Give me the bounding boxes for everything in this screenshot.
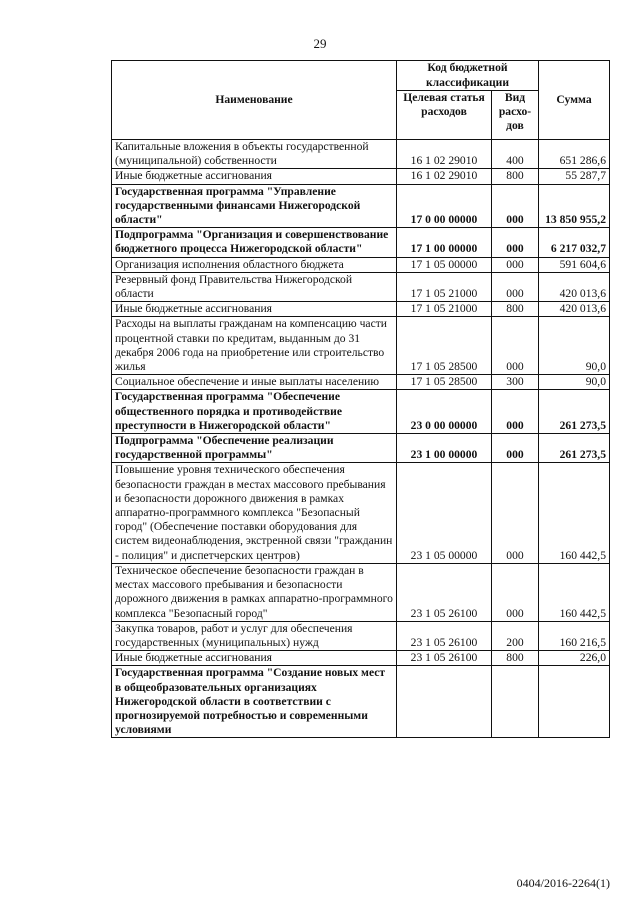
row-amount: 261 273,5 xyxy=(539,434,610,463)
row-target-article: 23 1 05 26100 xyxy=(397,621,492,650)
row-expense-type: 000 xyxy=(492,317,539,375)
table-row xyxy=(112,651,610,666)
table-row xyxy=(112,463,610,563)
row-expense-type: 000 xyxy=(492,390,539,434)
row-amount: 160 216,5 xyxy=(539,621,610,650)
table-row xyxy=(112,169,610,184)
row-target-article: 23 1 05 26100 xyxy=(397,563,492,621)
row-expense-type: 400 xyxy=(492,140,539,169)
row-name: Подпрограмма "Обеспечение реализации государственной программы" xyxy=(112,434,397,463)
table-header xyxy=(112,61,610,140)
row-name: Государственная программа "Управление государственными финансами Нижегородской области" xyxy=(112,184,397,228)
row-target-article: 16 1 02 29010 xyxy=(397,169,492,184)
table-row xyxy=(112,140,610,169)
row-target-article: 17 1 05 00000 xyxy=(397,257,492,272)
row-amount: 90,0 xyxy=(539,375,610,390)
row-name: Социальное обеспечение и иные выплаты населению xyxy=(112,375,397,390)
row-name: Иные бюджетные ассигнования xyxy=(112,169,397,184)
row-target-article: 23 1 00 00000 xyxy=(397,434,492,463)
row-amount: 420 013,6 xyxy=(539,272,610,301)
row-name: Иные бюджетные ассигнования xyxy=(112,651,397,666)
row-target-article xyxy=(397,666,492,738)
row-expense-type: 800 xyxy=(492,302,539,317)
row-name: Резервный фонд Правительства Нижегородской области xyxy=(112,272,397,301)
row-amount xyxy=(539,666,610,738)
row-name: Капитальные вложения в объекты государственной (муниципальной) собственности xyxy=(112,140,397,169)
row-expense-type: 000 xyxy=(492,463,539,563)
header-target-article: Целевая статья расходов xyxy=(397,91,492,140)
row-expense-type: 000 xyxy=(492,257,539,272)
table-row xyxy=(112,302,610,317)
row-target-article: 17 0 00 00000 xyxy=(397,184,492,228)
row-expense-type: 000 xyxy=(492,563,539,621)
table-body xyxy=(112,140,610,738)
row-amount: 13 850 955,2 xyxy=(539,184,610,228)
row-name: Государственная программа "Обеспечение общественного порядка и противодействие преступности в Нижегородской области" xyxy=(112,390,397,434)
table-row xyxy=(112,272,610,301)
row-target-article: 17 1 05 21000 xyxy=(397,302,492,317)
row-target-article: 23 1 05 00000 xyxy=(397,463,492,563)
row-expense-type xyxy=(492,666,539,738)
table-row xyxy=(112,184,610,228)
row-name: Иные бюджетные ассигнования xyxy=(112,302,397,317)
header-amount: Сумма xyxy=(539,61,610,140)
row-amount: 591 604,6 xyxy=(539,257,610,272)
table-row xyxy=(112,317,610,375)
row-expense-type: 000 xyxy=(492,434,539,463)
row-amount: 420 013,6 xyxy=(539,302,610,317)
row-name: Подпрограмма "Организация и совершенствование бюджетного процесса Нижегородской области" xyxy=(112,228,397,257)
row-expense-type: 200 xyxy=(492,621,539,650)
row-amount: 90,0 xyxy=(539,317,610,375)
page-number: 29 xyxy=(313,36,327,51)
row-target-article: 23 0 00 00000 xyxy=(397,390,492,434)
row-expense-type: 000 xyxy=(492,228,539,257)
row-name: Расходы на выплаты гражданам на компенсацию части процентной ставки по кредитам, выданным до 31 декабря 2006 года на приобретение или строительство жилья xyxy=(112,317,397,375)
row-amount: 160 442,5 xyxy=(539,463,610,563)
row-target-article: 17 1 05 21000 xyxy=(397,272,492,301)
row-expense-type: 000 xyxy=(492,184,539,228)
row-expense-type: 800 xyxy=(492,651,539,666)
row-name: Техническое обеспечение безопасности граждан в местах массового пребывания и безопасности дорожного движения в рамках аппаратно-программного комплекса "Безопасный город" xyxy=(112,563,397,621)
header-name: Наименование xyxy=(112,61,397,140)
row-name: Повышение уровня технического обеспечения безопасности граждан в местах массового пребывания и безопасности дорожного движения в рамках аппаратно-программного комплекса "Безопасный город" (Обеспечение поставки оборудования для систем видеонаблюдения, экстренной связи "гражданин - полиция" и диспетчерских центров) xyxy=(112,463,397,563)
row-amount: 160 442,5 xyxy=(539,563,610,621)
header-classification: Код бюджетной классификации xyxy=(397,61,539,91)
row-amount: 226,0 xyxy=(539,651,610,666)
table-row xyxy=(112,666,610,738)
budget-table xyxy=(111,60,610,738)
table-row xyxy=(112,390,610,434)
row-name: Организация исполнения областного бюджета xyxy=(112,257,397,272)
row-amount: 651 286,6 xyxy=(539,140,610,169)
row-target-article: 17 1 05 28500 xyxy=(397,317,492,375)
row-name: Государственная программа "Создание новых мест в общеобразовательных организациях Нижегородской области в соответствии с прогнозируемой потребностью и современными условиями xyxy=(112,666,397,738)
header-expense-type: Вид расхо-дов xyxy=(492,91,539,140)
row-target-article: 16 1 02 29010 xyxy=(397,140,492,169)
row-expense-type: 800 xyxy=(492,169,539,184)
table-row xyxy=(112,228,610,257)
row-amount: 6 217 032,7 xyxy=(539,228,610,257)
table-row xyxy=(112,563,610,621)
row-name: Закупка товаров, работ и услуг для обеспечения государственных (муниципальных) нужд xyxy=(112,621,397,650)
row-target-article: 23 1 05 26100 xyxy=(397,651,492,666)
document-id: 0404/2016-2264(1) xyxy=(516,876,610,890)
table-row xyxy=(112,434,610,463)
row-target-article: 17 1 05 28500 xyxy=(397,375,492,390)
row-amount: 55 287,7 xyxy=(539,169,610,184)
table-row xyxy=(112,621,610,650)
row-target-article: 17 1 00 00000 xyxy=(397,228,492,257)
table-row xyxy=(112,257,610,272)
row-amount: 261 273,5 xyxy=(539,390,610,434)
row-expense-type: 300 xyxy=(492,375,539,390)
row-expense-type: 000 xyxy=(492,272,539,301)
table-row xyxy=(112,375,610,390)
